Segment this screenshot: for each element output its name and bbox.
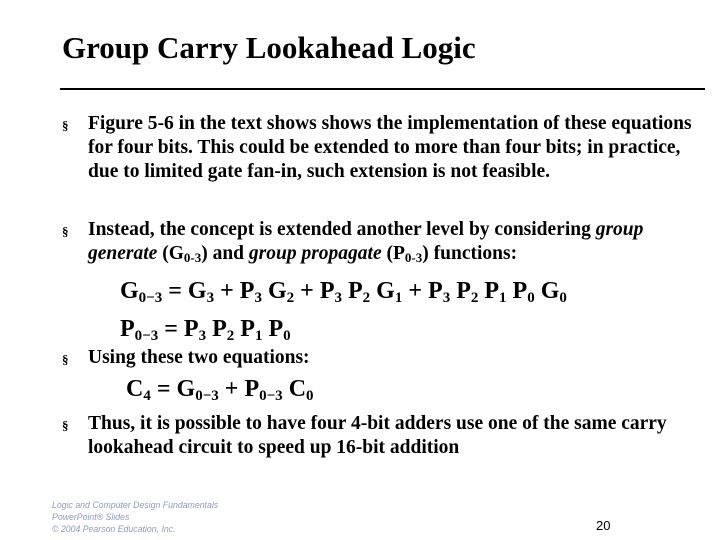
eq-term: P	[234, 316, 255, 342]
eq-term: P	[120, 316, 135, 342]
publisher-footer	[52, 500, 218, 536]
eq-term: P	[262, 316, 284, 342]
bullet-2-text	[88, 218, 712, 270]
equation-carry-c4	[126, 376, 314, 405]
p-close: ) functions:	[422, 243, 518, 264]
bullet-icon: §	[62, 118, 69, 133]
eq-term: C	[126, 376, 144, 402]
eq-term: P	[239, 278, 255, 304]
eq-term: P	[341, 278, 363, 304]
eq-term: G	[187, 278, 207, 304]
p-sub: 0-3	[404, 250, 423, 265]
eq-sub: 0−3	[138, 290, 163, 306]
g-open: (G	[157, 243, 184, 264]
bullet-4-text: Thus, it is possible to have four 4-bit adders use one of the same carry lookahead circuit to speed up 16-bit addition	[88, 413, 667, 458]
eq-term: P	[478, 278, 500, 304]
eq-term: G	[120, 278, 139, 304]
eq-term: P	[319, 278, 335, 304]
eq-sub: 0	[527, 290, 535, 306]
eq-sub: 1	[394, 290, 403, 306]
eq-plus: +	[294, 278, 320, 304]
eq-sub: 0	[559, 290, 567, 306]
eq-term: G	[176, 376, 196, 402]
eq-term: G	[370, 278, 395, 304]
eq-term: P	[450, 278, 471, 304]
eq-term: P	[183, 316, 199, 342]
equation-group-propagate	[120, 316, 291, 345]
eq-sub: 2	[286, 290, 295, 306]
group-generate-term: group generate	[88, 219, 644, 264]
eq-term: G	[534, 278, 560, 304]
eq-term: P	[244, 376, 260, 402]
footer-line: © 2004 Pearson Education, Inc.	[52, 524, 176, 535]
eq-term: P	[206, 316, 227, 342]
eq-sub: 3	[198, 328, 207, 344]
page-number: 20	[596, 518, 611, 533]
bullet-1	[62, 112, 712, 184]
eq-sub: 3	[254, 290, 262, 306]
g-sub: 0-3	[183, 250, 202, 265]
eq-sub: 3	[334, 290, 342, 306]
bullet-3-text: Using these two equations:	[88, 347, 310, 368]
eq-sub: 1	[254, 328, 263, 344]
eq-plus: +	[214, 278, 240, 304]
eq-sub: 2	[362, 290, 371, 306]
eq-sub: 4	[143, 388, 151, 404]
eq-term: C	[282, 376, 307, 402]
bullet-icon: §	[62, 418, 69, 433]
eq-sub: 0	[283, 328, 291, 344]
footer-line: PowerPoint® Slides	[52, 512, 130, 523]
slide-title: Group Carry Lookahead Logic	[62, 30, 476, 65]
eq-term: P	[506, 278, 528, 304]
eq-plus: +	[402, 278, 429, 304]
bullet-1-text: Figure 5-6 in the text shows shows the implementation of these equations for four bits. This could be extended to more than four bits; in practice, due to limited gate fan-in, such extension is not feasible.	[88, 113, 692, 182]
bullet-3	[62, 346, 712, 370]
eq-sign: =	[150, 376, 177, 402]
eq-sub: 2	[470, 290, 479, 306]
p-open: (P	[381, 243, 405, 264]
eq-term: G	[261, 278, 287, 304]
group-propagate-term: group propagate	[248, 243, 382, 264]
eq-sub: 0−3	[134, 328, 159, 344]
eq-sub: 3	[442, 290, 451, 306]
eq-sign: =	[162, 278, 188, 304]
eq-sub: 2	[226, 328, 235, 344]
eq-sub: 0	[306, 388, 314, 404]
eq-sub: 0−3	[195, 388, 219, 404]
equation-group-generate	[120, 278, 567, 307]
title-divider	[60, 88, 705, 90]
bullet-2	[62, 218, 712, 270]
eq-term: P	[428, 278, 443, 304]
bullet-icon: §	[62, 352, 69, 367]
eq-sign: =	[158, 316, 184, 342]
bullet-4	[62, 412, 712, 460]
g-close: ) and	[201, 243, 249, 264]
eq-sub: 1	[499, 290, 507, 306]
bullet-icon: §	[62, 224, 69, 239]
bullet-2-lead: Instead, the concept is extended another level by considering	[88, 219, 596, 240]
eq-plus: +	[218, 376, 245, 402]
eq-sub: 3	[206, 290, 215, 306]
eq-sub: 0−3	[259, 388, 283, 404]
footer-line: Logic and Computer Design Fundamentals	[52, 500, 219, 511]
